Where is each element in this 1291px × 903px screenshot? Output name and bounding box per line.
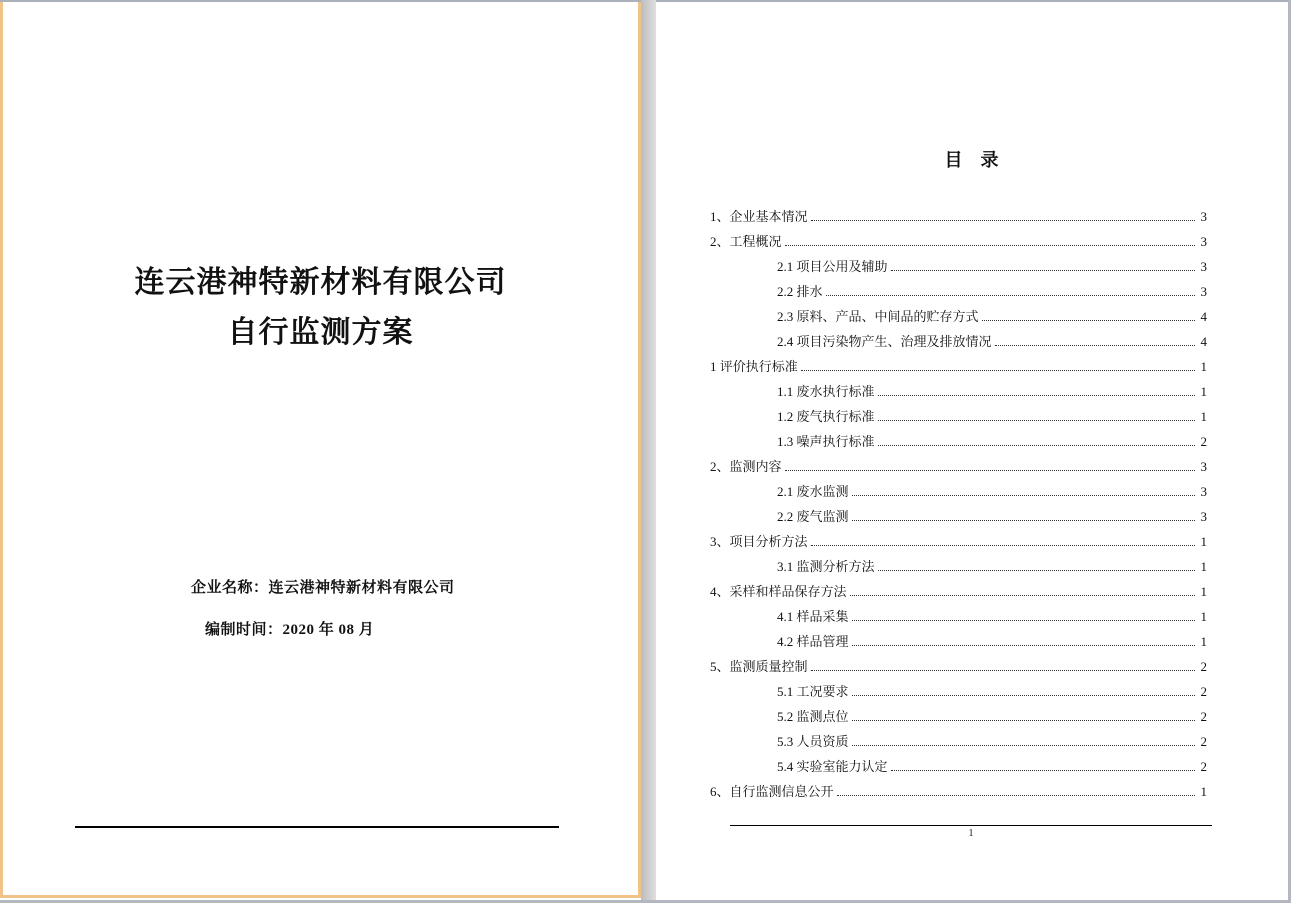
toc-entry-label: 1 评价执行标准 [710,359,798,374]
toc-entry-label: 5.4 实验室能力认定 [777,759,888,774]
toc-entry-page-number: 2 [1200,709,1207,724]
toc-entry-label: 4.1 样品采集 [777,609,849,624]
toc-leader-dots [891,269,1195,271]
toc-entry[interactable] [710,304,1207,329]
toc-leader-dots [852,644,1195,646]
toc-entry-label: 2.2 废气监测 [777,509,849,524]
toc-leader-dots [878,569,1195,571]
cover-compile-date: 编制时间：2020 年 08 月 [205,622,375,638]
toc-entry-page-number: 1 [1200,359,1207,374]
toc-leader-dots [850,594,1195,596]
toc-entry-label: 2、工程概况 [710,234,782,249]
toc-leader-dots [852,744,1195,746]
toc-entry-label: 5、监测质量控制 [710,659,808,674]
toc-entry-label: 2.2 排水 [777,284,823,299]
toc-entry[interactable] [710,529,1207,554]
toc-entry-page-number: 1 [1200,634,1207,649]
toc-entry[interactable] [710,354,1207,379]
toc-entry-page-number: 2 [1200,434,1207,449]
toc-entry-page-number: 1 [1200,384,1207,399]
toc-leader-dots [982,319,1195,321]
toc-entry-page-number: 2 [1200,684,1207,699]
toc-leader-dots [995,344,1195,346]
toc-entry-page-number: 1 [1200,409,1207,424]
toc-entry-label: 2.3 原料、产品、中间品的贮存方式 [777,309,979,324]
toc-entry-label: 2、监测内容 [710,459,782,474]
toc-entry-page-number: 3 [1200,259,1207,274]
toc-entry-label: 2.1 项目公用及辅助 [777,259,888,274]
toc-entry[interactable] [710,704,1207,729]
toc-leader-dots [811,669,1195,671]
toc-entry[interactable] [710,279,1207,304]
toc-entry[interactable] [710,504,1207,529]
toc-leader-dots [852,494,1195,496]
toc-leader-dots [852,694,1195,696]
toc-entry-label: 3.1 监测分析方法 [777,559,875,574]
toc-entry-page-number: 1 [1200,784,1207,799]
toc-entry[interactable] [710,429,1207,454]
toc-entry[interactable] [710,554,1207,579]
toc-footer-rule [730,825,1212,826]
toc-entry[interactable] [710,729,1207,754]
toc-entry-page-number: 3 [1200,284,1207,299]
cover-title-subtitle: 自行监测方案 [227,316,414,349]
toc-leader-dots [852,519,1195,521]
toc-entry-label: 5.2 监测点位 [777,709,849,724]
toc-entry-page-number: 2 [1200,734,1207,749]
cover-footer-rule [75,826,559,828]
toc-entry-label: 1.3 噪声执行标准 [777,434,875,449]
toc-leader-dots [878,444,1195,446]
toc-leader-dots [878,394,1195,396]
toc-entry-page-number: 1 [1200,584,1207,599]
cover-company-name: 企业名称：连云港神特新材料有限公司 [191,580,455,596]
toc-entry[interactable] [710,379,1207,404]
toc-entry-page-number: 1 [1200,609,1207,624]
toc-entry[interactable] [710,679,1207,704]
toc-list [710,204,1207,804]
toc-leader-dots [785,469,1195,471]
page-number: 1 [968,828,974,839]
toc-entry-label: 3、项目分析方法 [710,534,808,549]
toc-entry[interactable] [710,229,1207,254]
toc-entry[interactable] [710,629,1207,654]
toc-entry-label: 1、企业基本情况 [710,209,808,224]
toc-title: 目 录 [944,150,999,170]
toc-entry-label: 6、自行监测信息公开 [710,784,834,799]
toc-entry-page-number: 3 [1200,484,1207,499]
toc-leader-dots [801,369,1195,371]
toc-entry[interactable] [710,254,1207,279]
toc-entry-page-number: 1 [1200,534,1207,549]
toc-entry[interactable] [710,579,1207,604]
toc-entry-label: 4.2 样品管理 [777,634,849,649]
toc-leader-dots [852,619,1195,621]
toc-entry[interactable] [710,404,1207,429]
toc-leader-dots [785,244,1195,246]
toc-leader-dots [826,294,1195,296]
toc-leader-dots [811,544,1195,546]
toc-page [656,2,1287,900]
toc-entry-label: 2.1 废水监测 [777,484,849,499]
toc-entry[interactable] [710,204,1207,229]
toc-entry-label: 4、采样和样品保存方法 [710,584,847,599]
page-gutter [641,0,656,903]
toc-entry[interactable] [710,654,1207,679]
toc-entry-page-number: 3 [1200,234,1207,249]
toc-entry-page-number: 4 [1200,309,1207,324]
cover-title-company: 连云港神特新材料有限公司 [134,266,507,299]
toc-entry[interactable] [710,454,1207,479]
toc-entry[interactable] [710,754,1207,779]
toc-entry[interactable] [710,479,1207,504]
toc-entry-page-number: 3 [1200,209,1207,224]
toc-entry-label: 1.2 废气执行标准 [777,409,875,424]
toc-entry-page-number: 4 [1200,334,1207,349]
toc-entry-page-number: 3 [1200,459,1207,474]
toc-entry[interactable] [710,329,1207,354]
toc-leader-dots [811,219,1195,221]
toc-entry-label: 1.1 废水执行标准 [777,384,875,399]
toc-leader-dots [852,719,1195,721]
toc-entry-page-number: 3 [1200,509,1207,524]
toc-entry-page-number: 2 [1200,659,1207,674]
toc-leader-dots [878,419,1195,421]
toc-entry-label: 5.1 工况要求 [777,684,849,699]
toc-leader-dots [891,769,1195,771]
toc-entry-label: 5.3 人员资质 [777,734,849,749]
toc-leader-dots [837,794,1195,796]
toc-entry-page-number: 2 [1200,759,1207,774]
toc-entry[interactable] [710,779,1207,804]
toc-entry-label: 2.4 项目污染物产生、治理及排放情况 [777,334,992,349]
cover-page [0,2,641,898]
toc-entry[interactable] [710,604,1207,629]
toc-entry-page-number: 1 [1200,559,1207,574]
